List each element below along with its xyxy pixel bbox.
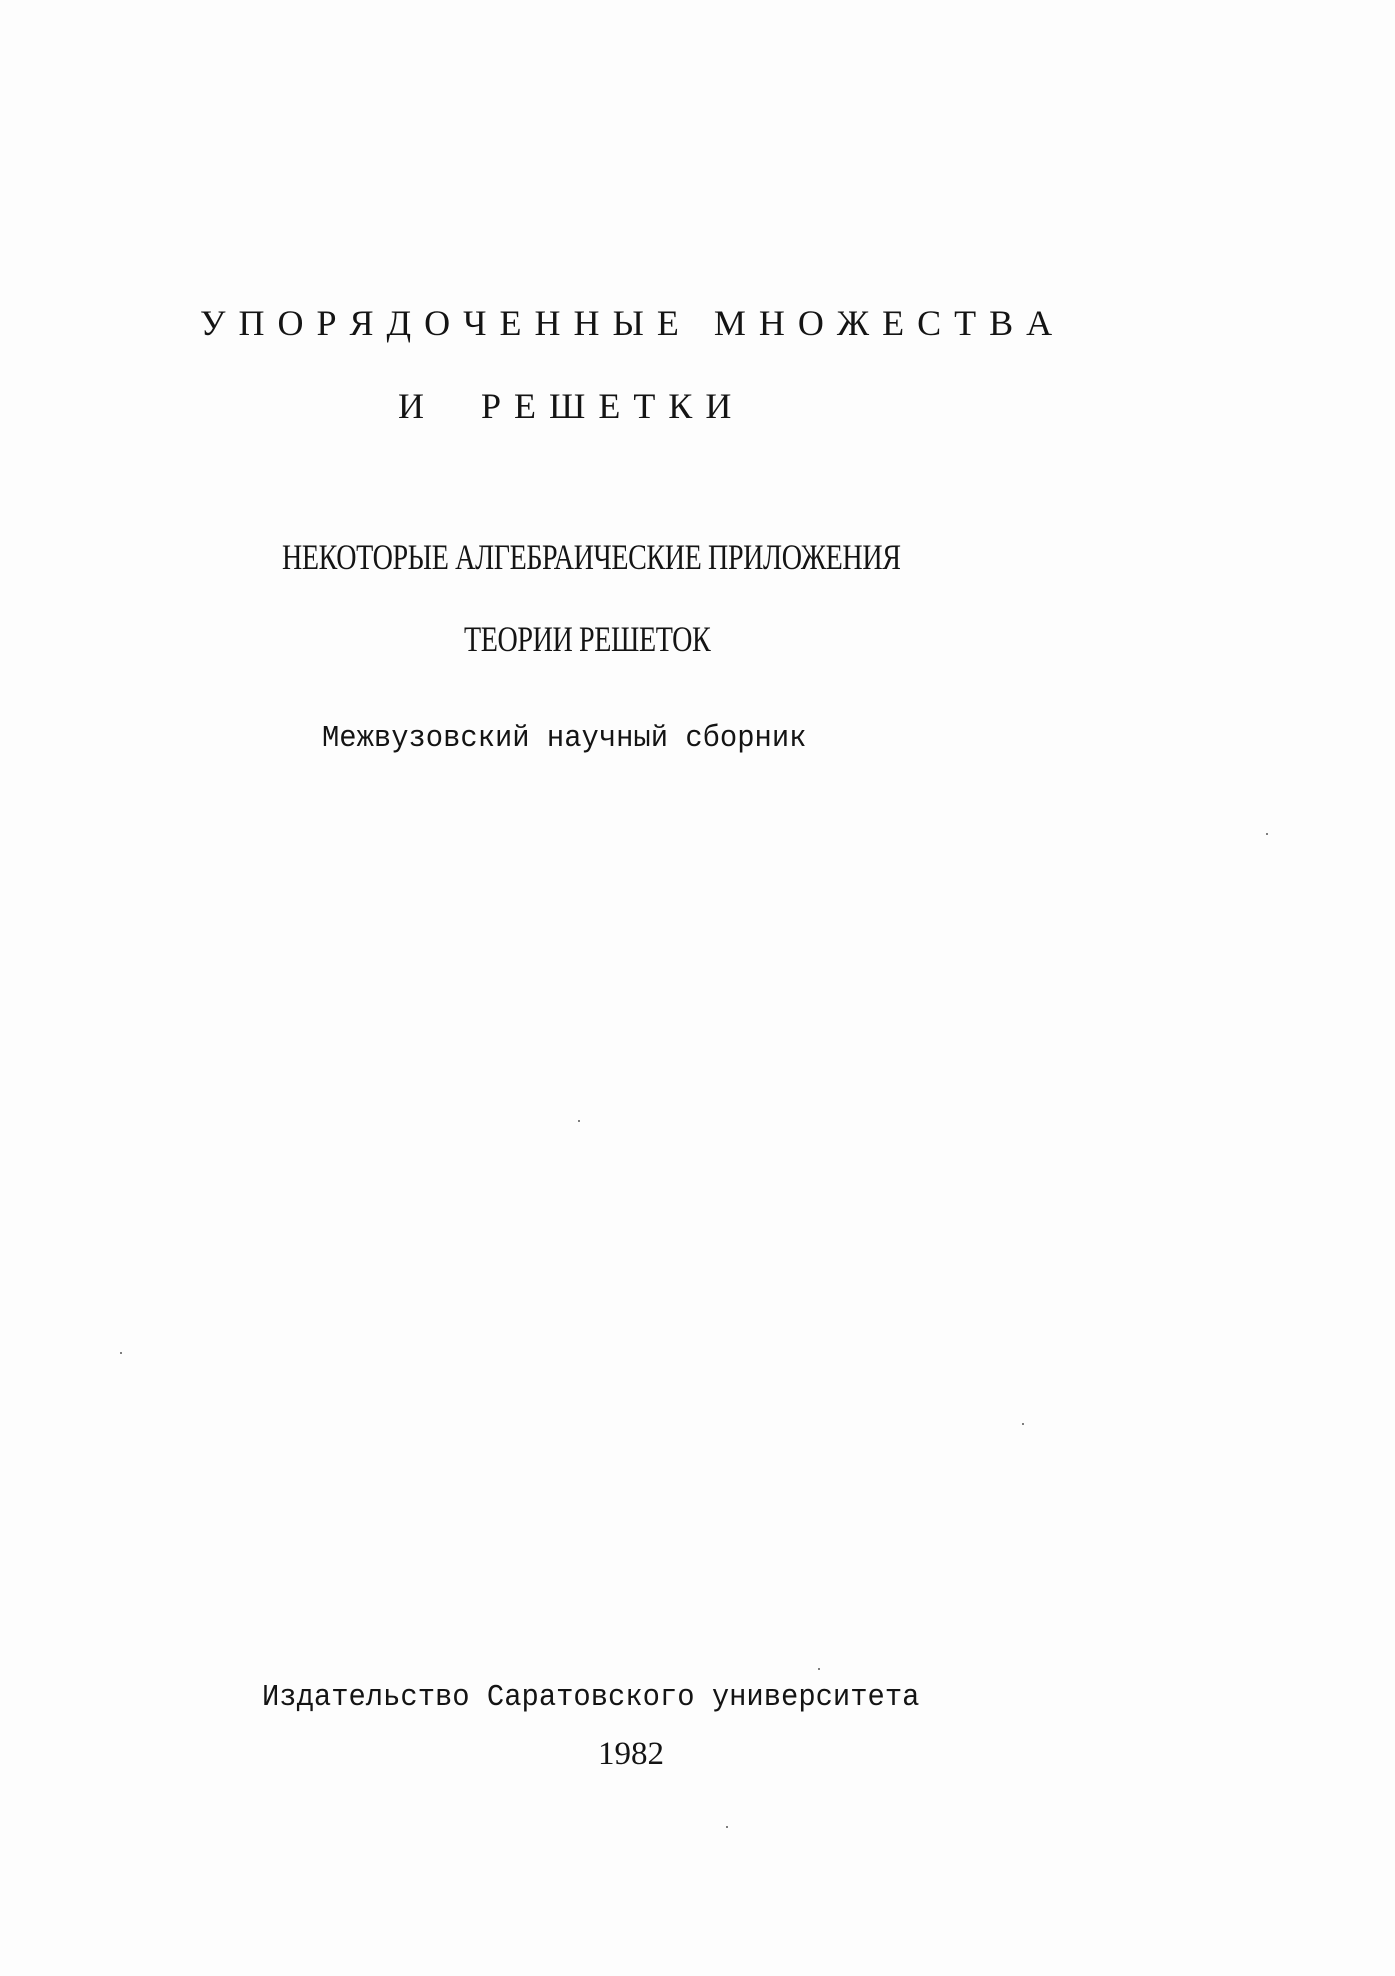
- subtitle-line-1: НЕКОТОРЫЕ АЛГЕБРАИЧЕСКИЕ ПРИЛОЖЕНИЯ: [282, 537, 901, 577]
- scan-speck: [578, 1120, 580, 1122]
- scan-speck: [1266, 833, 1268, 835]
- scan-speck: [1022, 1423, 1024, 1425]
- scan-speck: [818, 1668, 820, 1670]
- publisher: Издательство Саратовского университета: [262, 1680, 920, 1715]
- scan-speck: [726, 1826, 728, 1828]
- publication-year: 1982: [598, 1736, 664, 1772]
- collection-type: Межвузовский научный сборник: [322, 721, 807, 756]
- scan-speck: [120, 1352, 122, 1354]
- subtitle-line-2: ТЕОРИИ РЕШЕТОК: [464, 619, 711, 659]
- main-title-line-1: У П О Р Я Д О Ч Е Н Н Ы Е М Н О Ж Е С Т В А: [200, 303, 1055, 343]
- main-title-line-2: И Р Е Ш Е Т К И: [398, 386, 734, 426]
